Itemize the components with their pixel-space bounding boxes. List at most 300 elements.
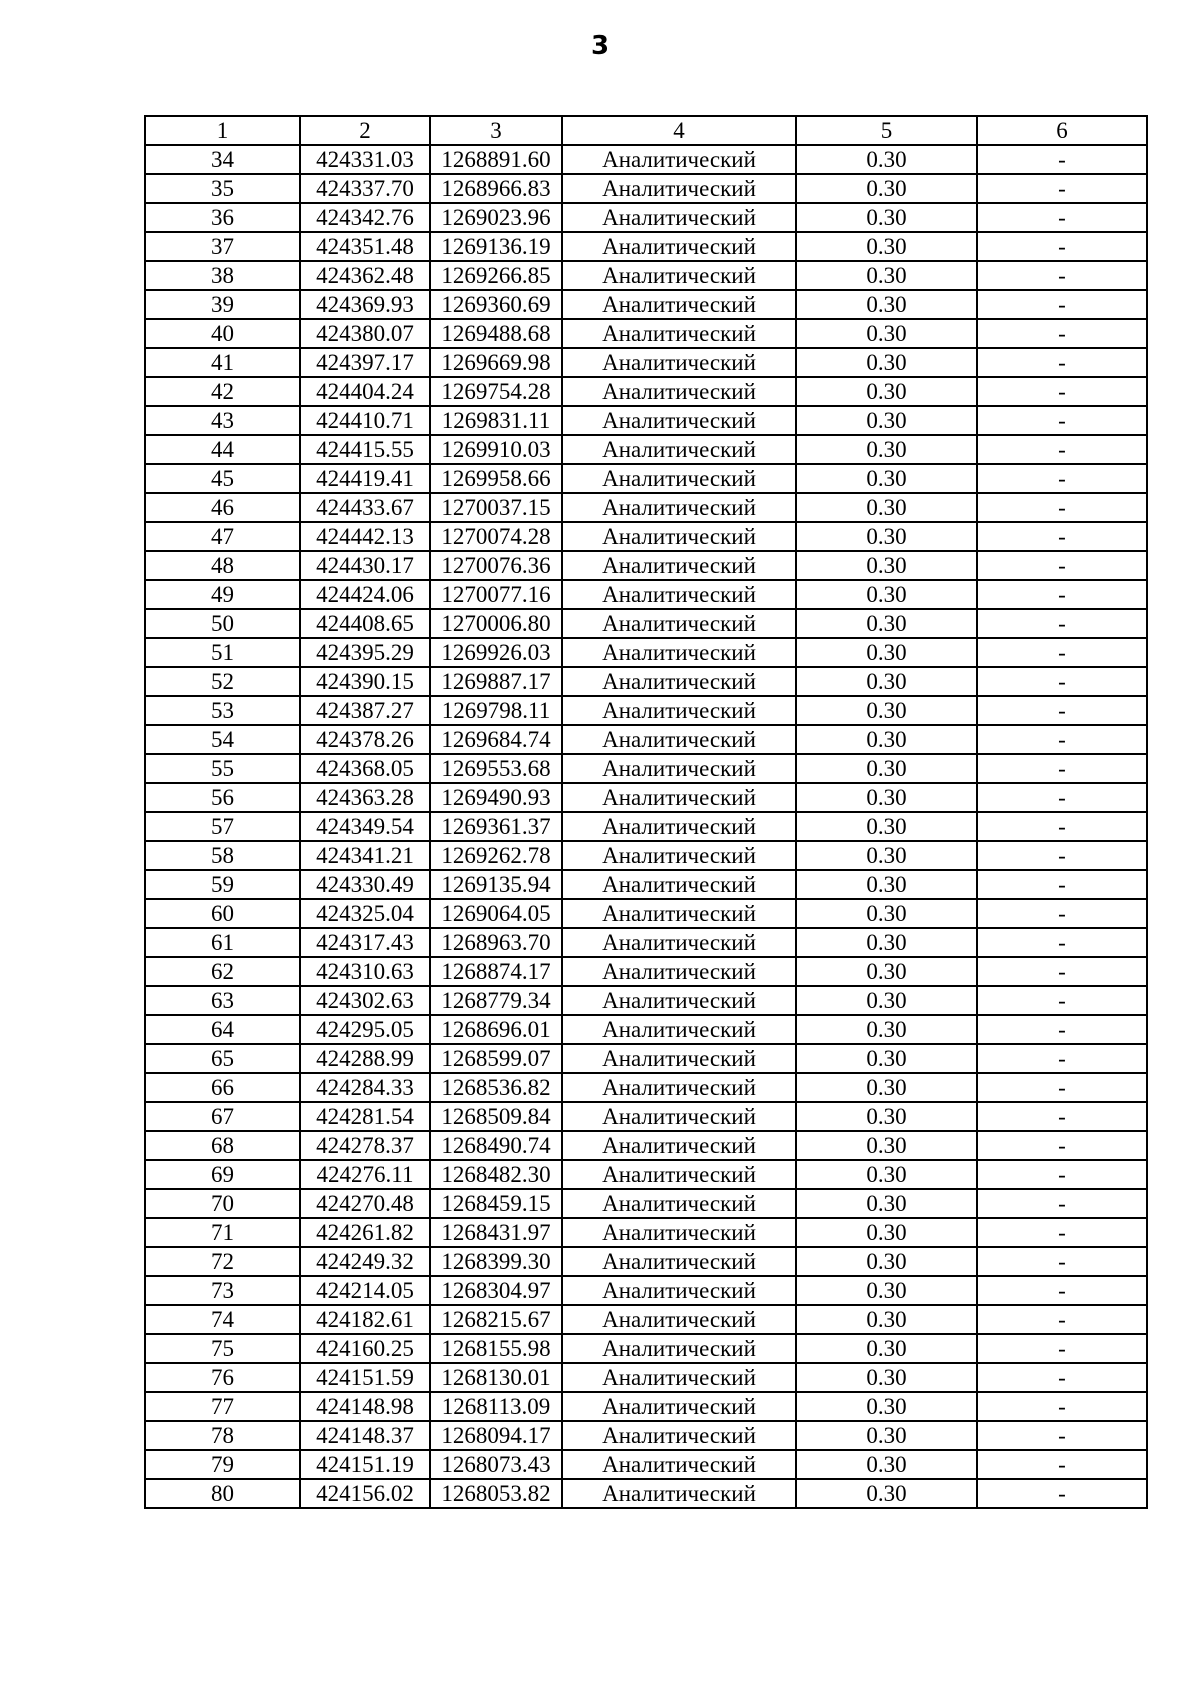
- method-cell: Аналитический: [562, 319, 796, 348]
- point-number-cell: 54: [145, 725, 300, 754]
- point-number-cell: 70: [145, 1189, 300, 1218]
- note-cell: -: [977, 986, 1147, 1015]
- accuracy-cell: 0.30: [796, 1218, 977, 1247]
- x-coordinate-cell: 424284.33: [300, 1073, 430, 1102]
- accuracy-cell: 0.30: [796, 145, 977, 174]
- y-coordinate-cell: 1269136.19: [430, 232, 562, 261]
- method-cell: Аналитический: [562, 290, 796, 319]
- x-coordinate-cell: 424368.05: [300, 754, 430, 783]
- x-coordinate-cell: 424415.55: [300, 435, 430, 464]
- y-coordinate-cell: 1269553.68: [430, 754, 562, 783]
- note-cell: -: [977, 1189, 1147, 1218]
- table-row: [145, 493, 1147, 522]
- point-number-cell: 57: [145, 812, 300, 841]
- y-coordinate-cell: 1268966.83: [430, 174, 562, 203]
- table-row: [145, 406, 1147, 435]
- point-number-cell: 68: [145, 1131, 300, 1160]
- method-cell: Аналитический: [562, 1392, 796, 1421]
- table-row: [145, 464, 1147, 493]
- table-row: [145, 754, 1147, 783]
- point-number-cell: 47: [145, 522, 300, 551]
- accuracy-cell: 0.30: [796, 1015, 977, 1044]
- y-coordinate-cell: 1270006.80: [430, 609, 562, 638]
- y-coordinate-cell: 1268399.30: [430, 1247, 562, 1276]
- x-coordinate-cell: 424351.48: [300, 232, 430, 261]
- table-row: [145, 928, 1147, 957]
- x-coordinate-cell: 424151.59: [300, 1363, 430, 1392]
- point-number-cell: 37: [145, 232, 300, 261]
- accuracy-cell: 0.30: [796, 1073, 977, 1102]
- accuracy-cell: 0.30: [796, 957, 977, 986]
- x-coordinate-cell: 424397.17: [300, 348, 430, 377]
- note-cell: -: [977, 725, 1147, 754]
- header-cell-2: 2: [300, 116, 430, 145]
- table-row: [145, 522, 1147, 551]
- note-cell: -: [977, 1392, 1147, 1421]
- table-row: [145, 1160, 1147, 1189]
- x-coordinate-cell: 424349.54: [300, 812, 430, 841]
- x-coordinate-cell: 424302.63: [300, 986, 430, 1015]
- point-number-cell: 80: [145, 1479, 300, 1508]
- point-number-cell: 49: [145, 580, 300, 609]
- accuracy-cell: 0.30: [796, 986, 977, 1015]
- point-number-cell: 56: [145, 783, 300, 812]
- accuracy-cell: 0.30: [796, 464, 977, 493]
- x-coordinate-cell: 424419.41: [300, 464, 430, 493]
- x-coordinate-cell: 424160.25: [300, 1334, 430, 1363]
- y-coordinate-cell: 1269798.11: [430, 696, 562, 725]
- note-cell: -: [977, 1131, 1147, 1160]
- point-number-cell: 66: [145, 1073, 300, 1102]
- method-cell: Аналитический: [562, 377, 796, 406]
- method-cell: Аналитический: [562, 899, 796, 928]
- y-coordinate-cell: 1270077.16: [430, 580, 562, 609]
- table-row: [145, 1363, 1147, 1392]
- x-coordinate-cell: 424214.05: [300, 1276, 430, 1305]
- table-row: [145, 1015, 1147, 1044]
- accuracy-cell: 0.30: [796, 870, 977, 899]
- x-coordinate-cell: 424281.54: [300, 1102, 430, 1131]
- note-cell: -: [977, 1247, 1147, 1276]
- table-row: [145, 290, 1147, 319]
- point-number-cell: 61: [145, 928, 300, 957]
- y-coordinate-cell: 1269684.74: [430, 725, 562, 754]
- method-cell: Аналитический: [562, 1015, 796, 1044]
- x-coordinate-cell: 424182.61: [300, 1305, 430, 1334]
- point-number-cell: 44: [145, 435, 300, 464]
- method-cell: Аналитический: [562, 464, 796, 493]
- y-coordinate-cell: 1269754.28: [430, 377, 562, 406]
- x-coordinate-cell: 424295.05: [300, 1015, 430, 1044]
- note-cell: -: [977, 928, 1147, 957]
- table-row: [145, 145, 1147, 174]
- note-cell: -: [977, 580, 1147, 609]
- note-cell: -: [977, 464, 1147, 493]
- note-cell: -: [977, 1044, 1147, 1073]
- table-row: [145, 812, 1147, 841]
- accuracy-cell: 0.30: [796, 1044, 977, 1073]
- method-cell: Аналитический: [562, 1305, 796, 1334]
- y-coordinate-cell: 1269958.66: [430, 464, 562, 493]
- point-number-cell: 40: [145, 319, 300, 348]
- note-cell: -: [977, 1073, 1147, 1102]
- point-number-cell: 64: [145, 1015, 300, 1044]
- x-coordinate-cell: 424249.32: [300, 1247, 430, 1276]
- accuracy-cell: 0.30: [796, 232, 977, 261]
- y-coordinate-cell: 1268431.97: [430, 1218, 562, 1247]
- method-cell: Аналитический: [562, 754, 796, 783]
- method-cell: Аналитический: [562, 1131, 796, 1160]
- point-number-cell: 52: [145, 667, 300, 696]
- point-number-cell: 38: [145, 261, 300, 290]
- method-cell: Аналитический: [562, 812, 796, 841]
- header-cell-1: 1: [145, 116, 300, 145]
- y-coordinate-cell: 1268874.17: [430, 957, 562, 986]
- y-coordinate-cell: 1269266.85: [430, 261, 562, 290]
- method-cell: Аналитический: [562, 1334, 796, 1363]
- method-cell: Аналитический: [562, 638, 796, 667]
- x-coordinate-cell: 424330.49: [300, 870, 430, 899]
- note-cell: -: [977, 174, 1147, 203]
- point-number-cell: 41: [145, 348, 300, 377]
- note-cell: -: [977, 319, 1147, 348]
- note-cell: -: [977, 812, 1147, 841]
- accuracy-cell: 0.30: [796, 435, 977, 464]
- x-coordinate-cell: 424337.70: [300, 174, 430, 203]
- y-coordinate-cell: 1268696.01: [430, 1015, 562, 1044]
- note-cell: -: [977, 1450, 1147, 1479]
- point-number-cell: 53: [145, 696, 300, 725]
- method-cell: Аналитический: [562, 986, 796, 1015]
- point-number-cell: 43: [145, 406, 300, 435]
- y-coordinate-cell: 1269361.37: [430, 812, 562, 841]
- point-number-cell: 46: [145, 493, 300, 522]
- method-cell: Аналитический: [562, 1218, 796, 1247]
- accuracy-cell: 0.30: [796, 1363, 977, 1392]
- x-coordinate-cell: 424369.93: [300, 290, 430, 319]
- accuracy-cell: 0.30: [796, 1334, 977, 1363]
- point-number-cell: 42: [145, 377, 300, 406]
- method-cell: Аналитический: [562, 1363, 796, 1392]
- point-number-cell: 73: [145, 1276, 300, 1305]
- accuracy-cell: 0.30: [796, 841, 977, 870]
- table-row: [145, 174, 1147, 203]
- x-coordinate-cell: 424325.04: [300, 899, 430, 928]
- table-row: [145, 377, 1147, 406]
- table-row: [145, 1247, 1147, 1276]
- method-cell: Аналитический: [562, 1044, 796, 1073]
- accuracy-cell: 0.30: [796, 638, 977, 667]
- accuracy-cell: 0.30: [796, 1450, 977, 1479]
- point-number-cell: 78: [145, 1421, 300, 1450]
- y-coordinate-cell: 1270037.15: [430, 493, 562, 522]
- method-cell: Аналитический: [562, 957, 796, 986]
- method-cell: Аналитический: [562, 667, 796, 696]
- accuracy-cell: 0.30: [796, 406, 977, 435]
- method-cell: Аналитический: [562, 1247, 796, 1276]
- note-cell: -: [977, 1160, 1147, 1189]
- x-coordinate-cell: 424151.19: [300, 1450, 430, 1479]
- accuracy-cell: 0.30: [796, 174, 977, 203]
- y-coordinate-cell: 1268536.82: [430, 1073, 562, 1102]
- note-cell: -: [977, 783, 1147, 812]
- x-coordinate-cell: 424378.26: [300, 725, 430, 754]
- method-cell: Аналитический: [562, 348, 796, 377]
- accuracy-cell: 0.30: [796, 580, 977, 609]
- accuracy-cell: 0.30: [796, 319, 977, 348]
- note-cell: -: [977, 1479, 1147, 1508]
- y-coordinate-cell: 1268130.01: [430, 1363, 562, 1392]
- note-cell: -: [977, 406, 1147, 435]
- point-number-cell: 39: [145, 290, 300, 319]
- y-coordinate-cell: 1270076.36: [430, 551, 562, 580]
- table-row: [145, 232, 1147, 261]
- point-number-cell: 76: [145, 1363, 300, 1392]
- y-coordinate-cell: 1268963.70: [430, 928, 562, 957]
- accuracy-cell: 0.30: [796, 551, 977, 580]
- header-cell-4: 4: [562, 116, 796, 145]
- x-coordinate-cell: 424317.43: [300, 928, 430, 957]
- table-row: [145, 725, 1147, 754]
- y-coordinate-cell: 1268459.15: [430, 1189, 562, 1218]
- method-cell: Аналитический: [562, 1421, 796, 1450]
- y-coordinate-cell: 1270074.28: [430, 522, 562, 551]
- x-coordinate-cell: 424261.82: [300, 1218, 430, 1247]
- table-row: [145, 899, 1147, 928]
- accuracy-cell: 0.30: [796, 696, 977, 725]
- method-cell: Аналитический: [562, 522, 796, 551]
- method-cell: Аналитический: [562, 928, 796, 957]
- x-coordinate-cell: 424331.03: [300, 145, 430, 174]
- point-number-cell: 77: [145, 1392, 300, 1421]
- y-coordinate-cell: 1268779.34: [430, 986, 562, 1015]
- note-cell: -: [977, 261, 1147, 290]
- point-number-cell: 72: [145, 1247, 300, 1276]
- accuracy-cell: 0.30: [796, 725, 977, 754]
- note-cell: -: [977, 1102, 1147, 1131]
- table-header: [145, 116, 1147, 145]
- table-row: [145, 1102, 1147, 1131]
- table-row: [145, 1421, 1147, 1450]
- y-coordinate-cell: 1269023.96: [430, 203, 562, 232]
- table-row: [145, 1131, 1147, 1160]
- accuracy-cell: 0.30: [796, 203, 977, 232]
- note-cell: -: [977, 203, 1147, 232]
- x-coordinate-cell: 424362.48: [300, 261, 430, 290]
- accuracy-cell: 0.30: [796, 522, 977, 551]
- point-number-cell: 45: [145, 464, 300, 493]
- note-cell: -: [977, 493, 1147, 522]
- table-row: [145, 986, 1147, 1015]
- accuracy-cell: 0.30: [796, 1189, 977, 1218]
- method-cell: Аналитический: [562, 870, 796, 899]
- note-cell: -: [977, 1363, 1147, 1392]
- x-coordinate-cell: 424341.21: [300, 841, 430, 870]
- method-cell: Аналитический: [562, 1160, 796, 1189]
- note-cell: -: [977, 1015, 1147, 1044]
- method-cell: Аналитический: [562, 232, 796, 261]
- method-cell: Аналитический: [562, 609, 796, 638]
- accuracy-cell: 0.30: [796, 261, 977, 290]
- table-row: [145, 1073, 1147, 1102]
- coordinates-table: [144, 115, 1148, 1509]
- accuracy-cell: 0.30: [796, 1479, 977, 1508]
- table-row: [145, 1189, 1147, 1218]
- point-number-cell: 36: [145, 203, 300, 232]
- y-coordinate-cell: 1268155.98: [430, 1334, 562, 1363]
- x-coordinate-cell: 424404.24: [300, 377, 430, 406]
- table-row: [145, 203, 1147, 232]
- note-cell: -: [977, 1218, 1147, 1247]
- y-coordinate-cell: 1269135.94: [430, 870, 562, 899]
- note-cell: -: [977, 232, 1147, 261]
- accuracy-cell: 0.30: [796, 493, 977, 522]
- point-number-cell: 71: [145, 1218, 300, 1247]
- note-cell: -: [977, 348, 1147, 377]
- header-cell-6: 6: [977, 116, 1147, 145]
- accuracy-cell: 0.30: [796, 1276, 977, 1305]
- table-row: [145, 1450, 1147, 1479]
- accuracy-cell: 0.30: [796, 667, 977, 696]
- point-number-cell: 51: [145, 638, 300, 667]
- note-cell: -: [977, 609, 1147, 638]
- method-cell: Аналитический: [562, 551, 796, 580]
- accuracy-cell: 0.30: [796, 812, 977, 841]
- y-coordinate-cell: 1269910.03: [430, 435, 562, 464]
- accuracy-cell: 0.30: [796, 783, 977, 812]
- method-cell: Аналитический: [562, 406, 796, 435]
- table-row: [145, 1479, 1147, 1508]
- table-row: [145, 348, 1147, 377]
- x-coordinate-cell: 424390.15: [300, 667, 430, 696]
- note-cell: -: [977, 754, 1147, 783]
- page-number: 3: [590, 31, 610, 61]
- point-number-cell: 59: [145, 870, 300, 899]
- point-number-cell: 75: [145, 1334, 300, 1363]
- method-cell: Аналитический: [562, 1189, 796, 1218]
- method-cell: Аналитический: [562, 261, 796, 290]
- point-number-cell: 50: [145, 609, 300, 638]
- method-cell: Аналитический: [562, 696, 796, 725]
- y-coordinate-cell: 1268509.84: [430, 1102, 562, 1131]
- accuracy-cell: 0.30: [796, 1247, 977, 1276]
- note-cell: -: [977, 638, 1147, 667]
- header-cell-3: 3: [430, 116, 562, 145]
- header-cell-5: 5: [796, 116, 977, 145]
- note-cell: -: [977, 1421, 1147, 1450]
- x-coordinate-cell: 424380.07: [300, 319, 430, 348]
- note-cell: -: [977, 522, 1147, 551]
- note-cell: -: [977, 696, 1147, 725]
- method-cell: Аналитический: [562, 203, 796, 232]
- note-cell: -: [977, 870, 1147, 899]
- point-number-cell: 35: [145, 174, 300, 203]
- point-number-cell: 58: [145, 841, 300, 870]
- x-coordinate-cell: 424288.99: [300, 1044, 430, 1073]
- note-cell: -: [977, 1334, 1147, 1363]
- note-cell: -: [977, 435, 1147, 464]
- table-row: [145, 841, 1147, 870]
- note-cell: -: [977, 551, 1147, 580]
- y-coordinate-cell: 1269488.68: [430, 319, 562, 348]
- point-number-cell: 69: [145, 1160, 300, 1189]
- table-body: [145, 145, 1147, 1508]
- accuracy-cell: 0.30: [796, 609, 977, 638]
- y-coordinate-cell: 1269360.69: [430, 290, 562, 319]
- y-coordinate-cell: 1268599.07: [430, 1044, 562, 1073]
- table-row: [145, 638, 1147, 667]
- accuracy-cell: 0.30: [796, 1421, 977, 1450]
- y-coordinate-cell: 1269064.05: [430, 899, 562, 928]
- point-number-cell: 62: [145, 957, 300, 986]
- y-coordinate-cell: 1268482.30: [430, 1160, 562, 1189]
- method-cell: Аналитический: [562, 725, 796, 754]
- x-coordinate-cell: 424363.28: [300, 783, 430, 812]
- table-row: [145, 870, 1147, 899]
- table-row: [145, 1044, 1147, 1073]
- accuracy-cell: 0.30: [796, 1160, 977, 1189]
- note-cell: -: [977, 377, 1147, 406]
- y-coordinate-cell: 1268215.67: [430, 1305, 562, 1334]
- accuracy-cell: 0.30: [796, 348, 977, 377]
- x-coordinate-cell: 424387.27: [300, 696, 430, 725]
- y-coordinate-cell: 1269831.11: [430, 406, 562, 435]
- method-cell: Аналитический: [562, 580, 796, 609]
- method-cell: Аналитический: [562, 841, 796, 870]
- x-coordinate-cell: 424395.29: [300, 638, 430, 667]
- table-row: [145, 783, 1147, 812]
- method-cell: Аналитический: [562, 1102, 796, 1131]
- y-coordinate-cell: 1268073.43: [430, 1450, 562, 1479]
- table-row: [145, 551, 1147, 580]
- note-cell: -: [977, 290, 1147, 319]
- point-number-cell: 74: [145, 1305, 300, 1334]
- table-row: [145, 319, 1147, 348]
- point-number-cell: 65: [145, 1044, 300, 1073]
- point-number-cell: 55: [145, 754, 300, 783]
- method-cell: Аналитический: [562, 1073, 796, 1102]
- y-coordinate-cell: 1268891.60: [430, 145, 562, 174]
- y-coordinate-cell: 1268113.09: [430, 1392, 562, 1421]
- table-row: [145, 957, 1147, 986]
- y-coordinate-cell: 1268094.17: [430, 1421, 562, 1450]
- table-row: [145, 1334, 1147, 1363]
- accuracy-cell: 0.30: [796, 1305, 977, 1334]
- x-coordinate-cell: 424278.37: [300, 1131, 430, 1160]
- table-row: [145, 696, 1147, 725]
- x-coordinate-cell: 424342.76: [300, 203, 430, 232]
- accuracy-cell: 0.30: [796, 754, 977, 783]
- note-cell: -: [977, 899, 1147, 928]
- x-coordinate-cell: 424433.67: [300, 493, 430, 522]
- method-cell: Аналитический: [562, 783, 796, 812]
- accuracy-cell: 0.30: [796, 1131, 977, 1160]
- table-row: [145, 1276, 1147, 1305]
- point-number-cell: 63: [145, 986, 300, 1015]
- table-row: [145, 1392, 1147, 1421]
- x-coordinate-cell: 424156.02: [300, 1479, 430, 1508]
- x-coordinate-cell: 424430.17: [300, 551, 430, 580]
- accuracy-cell: 0.30: [796, 1392, 977, 1421]
- accuracy-cell: 0.30: [796, 899, 977, 928]
- method-cell: Аналитический: [562, 1479, 796, 1508]
- point-number-cell: 34: [145, 145, 300, 174]
- x-coordinate-cell: 424148.37: [300, 1421, 430, 1450]
- y-coordinate-cell: 1269669.98: [430, 348, 562, 377]
- table-row: [145, 609, 1147, 638]
- table-row: [145, 261, 1147, 290]
- x-coordinate-cell: 424442.13: [300, 522, 430, 551]
